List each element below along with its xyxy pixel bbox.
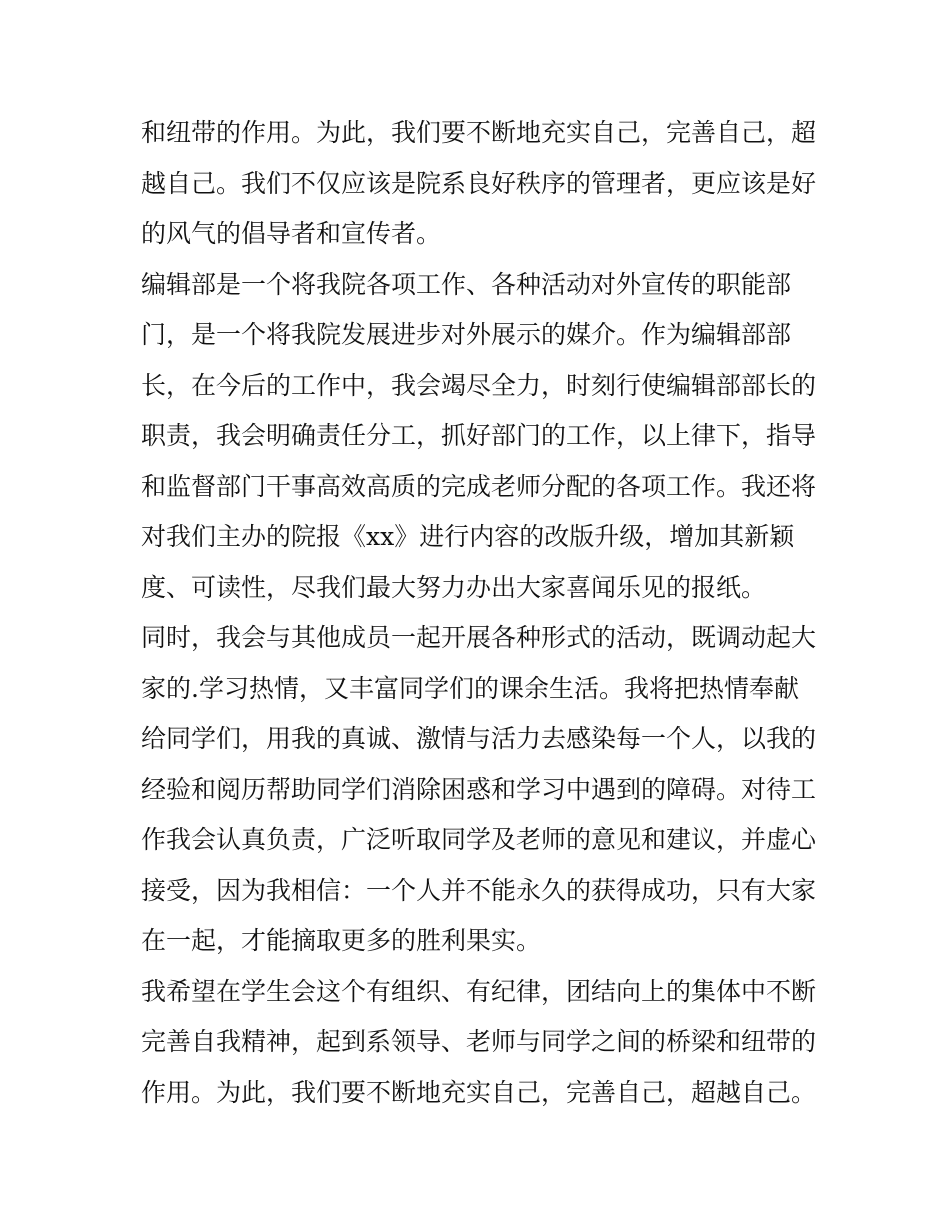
text-line: 家的.学习热情，又丰富同学们的课余生活。我将把热情奉献 [141,673,799,703]
text-line: 编辑部是一个将我院各项工作、各种活动对外宣传的职能部 [141,269,792,299]
text-line: 接受，因为我相信：一个人并不能永久的获得成功，只有大家 [141,875,817,905]
text-line: 在一起，才能摘取更多的胜利果实。 [141,926,542,955]
text-line: 长，在今后的工作中，我会竭尽全力，时刻行使编辑部部长的 [141,370,817,400]
text-line: 我希望在学生会这个有组织、有纪律，团结向上的集体中不断 [141,976,817,1006]
text-line: 职责，我会明确责任分工，抓好部门的工作，以上律下，指导 [141,421,817,450]
text-line: 同时，我会与其他成员一起开展各种形式的活动，既调动起大 [141,623,817,652]
text-line: 给同学们，用我的真诚、激情与活力去感染每一个人，以我的 [141,724,817,753]
text-line: 作用。为此，我们要不断地充实自己，完善自己，超越自己。 [141,1077,817,1107]
document-body [141,108,821,1118]
text-line: 门，是一个将我院发展进步对外展示的媒介。作为编辑部部 [141,320,792,349]
text-line: 作我会认真负责，广泛听取同学及老师的意见和建议，并虚心 [141,825,817,854]
text-line: 经验和阅历帮助同学们消除困惑和学习中遇到的障碍。对待工 [141,774,817,804]
text-line: 和纽带的作用。为此，我们要不断地充实自己，完善自己，超 [141,118,817,147]
text-line: 对我们主办的院报《xx》进行内容的改版升级，增加其新颖 [141,522,795,551]
text-line: 的风气的倡导者和宣传者。 [141,219,442,248]
text-line: 度、可读性，尽我们最大努力办出大家喜闻乐见的报纸。 [141,572,767,602]
text-line: 越自己。我们不仅应该是院系良好秩序的管理者，更应该是好 [141,168,817,198]
text-line: 完善自我精神，起到系领导、老师与同学之间的桥梁和纽带的 [141,1027,817,1056]
text-line: 和监督部门干事高效高质的完成老师分配的各项工作。我还将 [141,471,817,501]
